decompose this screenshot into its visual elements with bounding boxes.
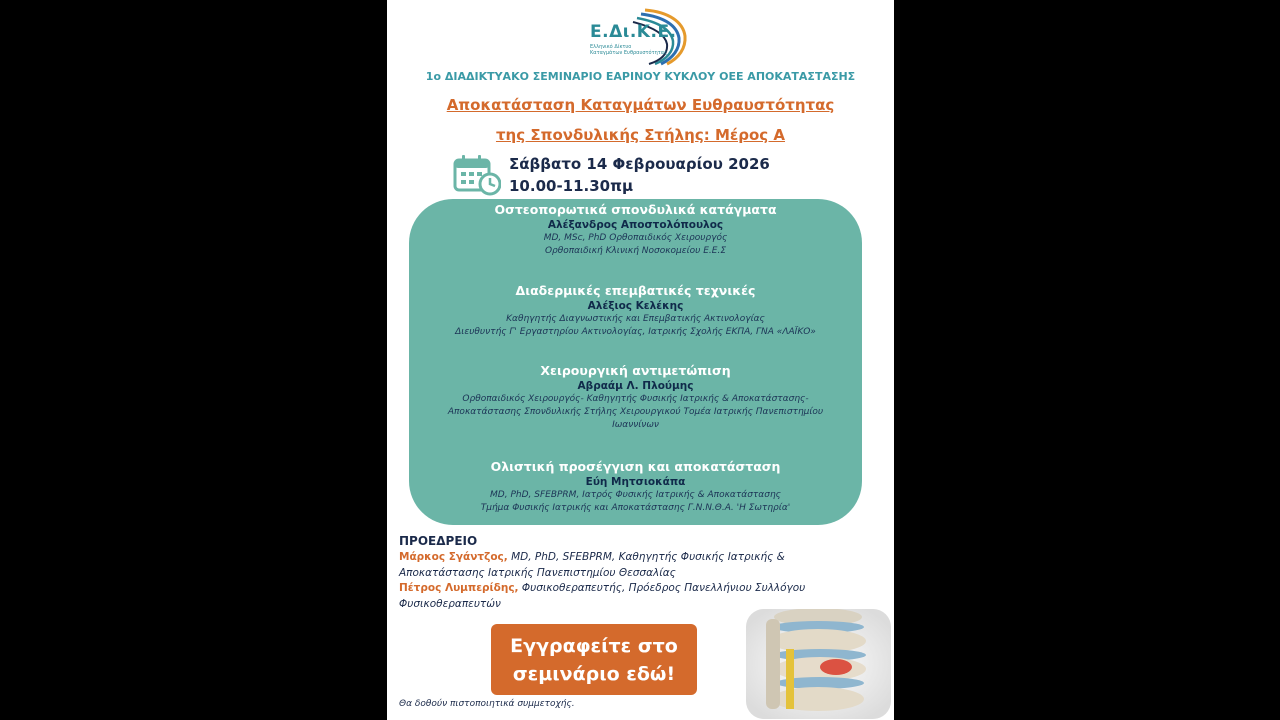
board-member-name: Μάρκος Σγάντζος, <box>399 551 508 563</box>
talk-topic: Οστεοπορωτικά σπονδυλικά κατάγματα <box>494 202 777 217</box>
talk-credentials: Ορθοπαιδικός Χειρουργός- Καθηγητής Φυσικής Ιατρικής & Αποκατάστασης- <box>462 394 809 404</box>
talk-credentials: MD, PhD, SFEBPRM, Ιατρός Φυσικής Ιατρικής & Αποκατάστασης <box>490 490 781 500</box>
talk-item <box>409 363 862 432</box>
talk-credentials: Ορθοπαιδική Κλινική Νοσοκομείου Ε.Ε.Σ <box>544 246 727 256</box>
talk-speaker: Αλέξιος Κελέκης <box>587 300 684 312</box>
talk-credentials: Αποκατάστασης Σπονδυλικής Στήλης Χειρουργικού Τομέα Ιατρικής Πανεπιστημίου <box>447 407 824 417</box>
talk-topic: Διαδερμικές επεμβατικές τεχνικές <box>515 283 756 298</box>
event-date: Σάββατο 14 Φεβρουαρίου 2026 <box>509 155 770 173</box>
logo-subtitle: Ελληνικό Δίκτυο Καταγμάτων Ευθραυστότητας <box>590 44 668 56</box>
talk-item <box>409 283 862 339</box>
talk-speaker: Αβραάμ Λ. Πλούμης <box>577 380 694 392</box>
register-button-line-2: σεμινάριο εδώ! <box>512 663 676 685</box>
edike-logo <box>587 4 697 66</box>
board-member-1: Μάρκος Σγάντζος, MD, PhD, SFEBPRM, Καθηγητής Φυσικής Ιατρικής & <box>399 551 785 563</box>
seminar-flyer <box>387 0 894 720</box>
talk-credentials: MD, MSc, PhD Ορθοπαιδικός Χειρουργός <box>543 233 728 243</box>
talk-credentials: Ιωαννίνων <box>612 420 659 430</box>
talk-topic: Χειρουργική αντιμετώπιση <box>540 363 731 378</box>
spine-image <box>746 609 891 719</box>
talk-item <box>409 459 862 515</box>
board-heading: ΠΡΟΕΔΡΕΙΟ <box>399 534 478 548</box>
talk-credentials: Διευθυντής Γ' Εργαστηρίου Ακτινολογίας, Ιατρικής Σχολής ΕΚΠΑ, ΓΝΑ «ΛΑΪΚΟ» <box>455 327 816 337</box>
talk-speaker: Εύη Μητσιοκάπα <box>585 476 686 488</box>
talk-topic: Ολιστική προσέγγιση και αποκατάσταση <box>490 459 781 474</box>
series-title: 1ο ΔΙΑΔΙΚΤΥΑΚΟ ΣΕΜΙΝΑΡΙΟ ΕΑΡΙΝΟΥ ΚΥΚΛΟΥ ΟΕΕ ΑΠΟΚΑΤΑΣΤΑΣΗΣ <box>425 70 856 83</box>
event-time: 10.00-11.30πμ <box>509 177 634 195</box>
calendar-clock-icon <box>453 154 501 196</box>
seminar-title-line-2[interactable]: της Σπονδυλικής Στήλης: Μέρος Α <box>495 126 786 144</box>
program-panel <box>409 199 862 525</box>
board-member-name: Πέτρος Λυμπερίδης, <box>399 582 519 594</box>
logo-text: Ε.Δι.Κ.Ε. <box>590 22 677 42</box>
talk-speaker: Αλέξανδρος Αποστολόπουλος <box>547 219 724 231</box>
spine-icon <box>746 609 891 719</box>
talk-credentials: Τμήμα Φυσικής Ιατρικής και Αποκατάστασης Γ.Ν.Ν.Θ.Α. 'Η Σωτηρία' <box>480 503 791 513</box>
board-members: Μάρκος Σγάντζος, MD, PhD, SFEBPRM, Καθηγητής Φυσικής Ιατρικής & Αποκατάστασης Ιατρικής Πανεπιστημίου Θεσσαλίας Πέτρος Λυμπερίδης, Φυσικοθεραπευτής, Πρόεδρος Πανελλήνιου Συλλόγου Φυσικοθεραπευτών <box>399 550 879 612</box>
register-button[interactable] <box>491 624 697 695</box>
register-button-line-1: Εγγραφείτε στο <box>510 635 678 657</box>
talk-item <box>409 202 862 258</box>
board-member-2: Πέτρος Λυμπερίδης, Φυσικοθεραπευτής, Πρόεδρος Πανελλήνιου Συλλόγου <box>399 582 806 594</box>
certificate-note: Θα δοθούν πιστοποιητικά συμμετοχής. <box>399 699 575 709</box>
talk-credentials: Καθηγητής Διαγνωστικής και Επεμβατικής Ακτινολογίας <box>506 314 765 324</box>
seminar-title-line-1[interactable]: Αποκατάσταση Καταγμάτων Ευθραυστότητας <box>446 96 835 114</box>
